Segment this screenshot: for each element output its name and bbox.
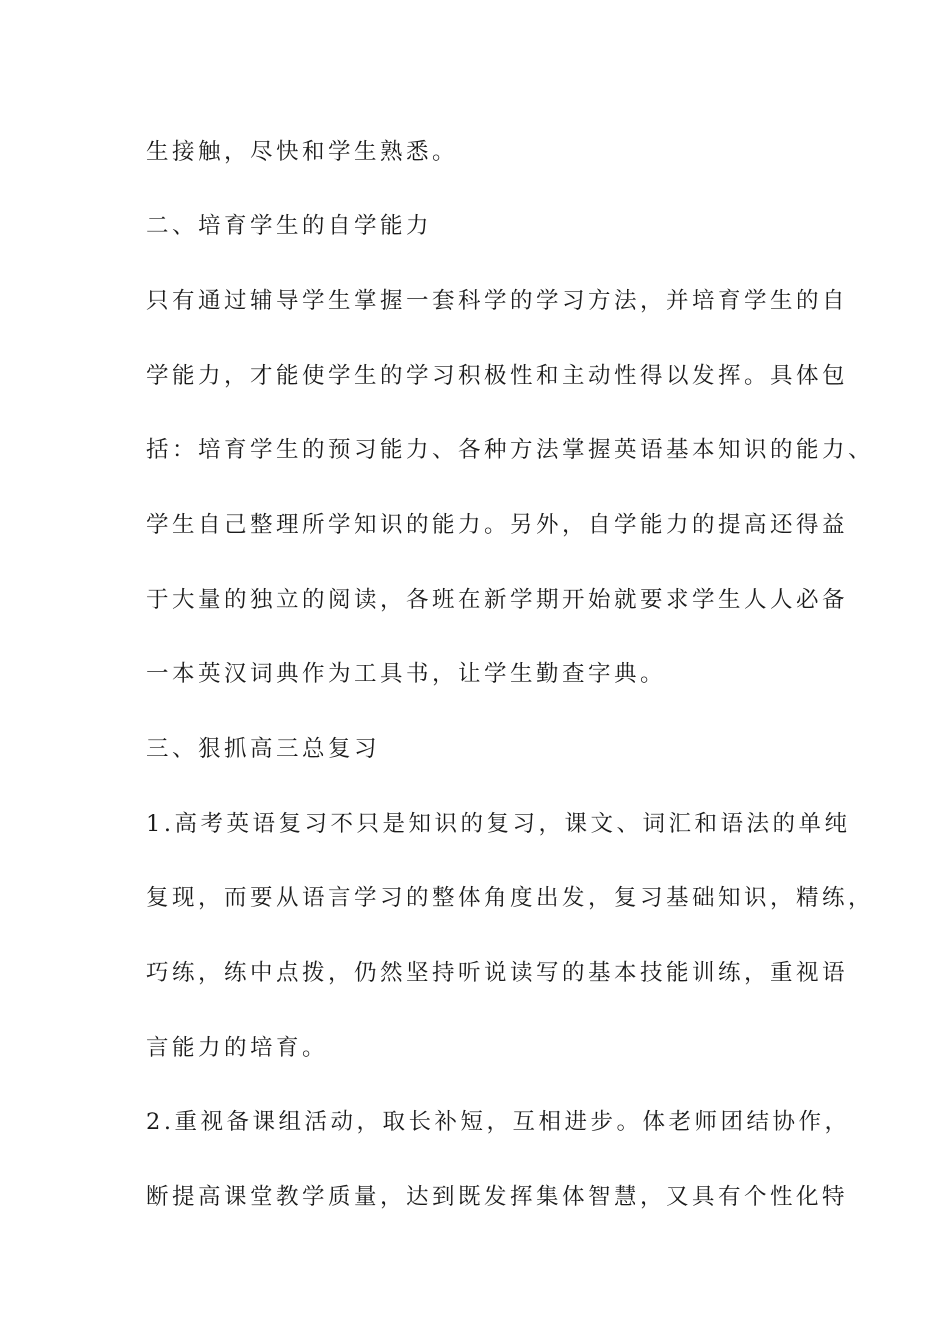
text-line-6: 学生自己整理所学知识的能力。另外，自学能力的提高还得益 [146,512,849,538]
text-line-15: 断提高课堂教学质量，达到既发挥集体智慧，又具有个性化特 [146,1184,849,1210]
text-line-7: 于大量的独立的阅读，各班在新学期开始就要求学生人人必备 [146,587,849,613]
text-line-1: 生接触，尽快和学生熟悉。 [146,139,459,165]
section-heading-2: 二、培育学生的自学能力 [146,213,433,239]
text-line-13: 言能力的培育。 [146,1035,329,1061]
text-line-14: 2.重视备课组活动，取长补短，互相进步。体老师团结协作， [146,1109,851,1135]
text-line-10: 1.高考英语复习不只是知识的复习，课文、词汇和语法的单纯 [146,811,851,837]
text-line-5: 括：培育学生的预习能力、各种方法掌握英语基本知识的能力、 [146,437,875,463]
text-line-11: 复现，而要从语言学习的整体角度出发，复习基础知识，精练， [146,885,875,911]
text-line-3: 只有通过辅导学生掌握一套科学的学习方法，并培育学生的自 [146,288,849,314]
text-line-12: 巧练，练中点拨，仍然坚持听说读写的基本技能训练，重视语 [146,960,849,986]
section-heading-3: 三、狠抓高三总复习 [146,736,381,762]
text-line-4: 学能力，才能使学生的学习积极性和主动性得以发挥。具体包 [146,363,849,389]
text-line-8: 一本英汉词典作为工具书，让学生勤查字典。 [146,661,667,687]
